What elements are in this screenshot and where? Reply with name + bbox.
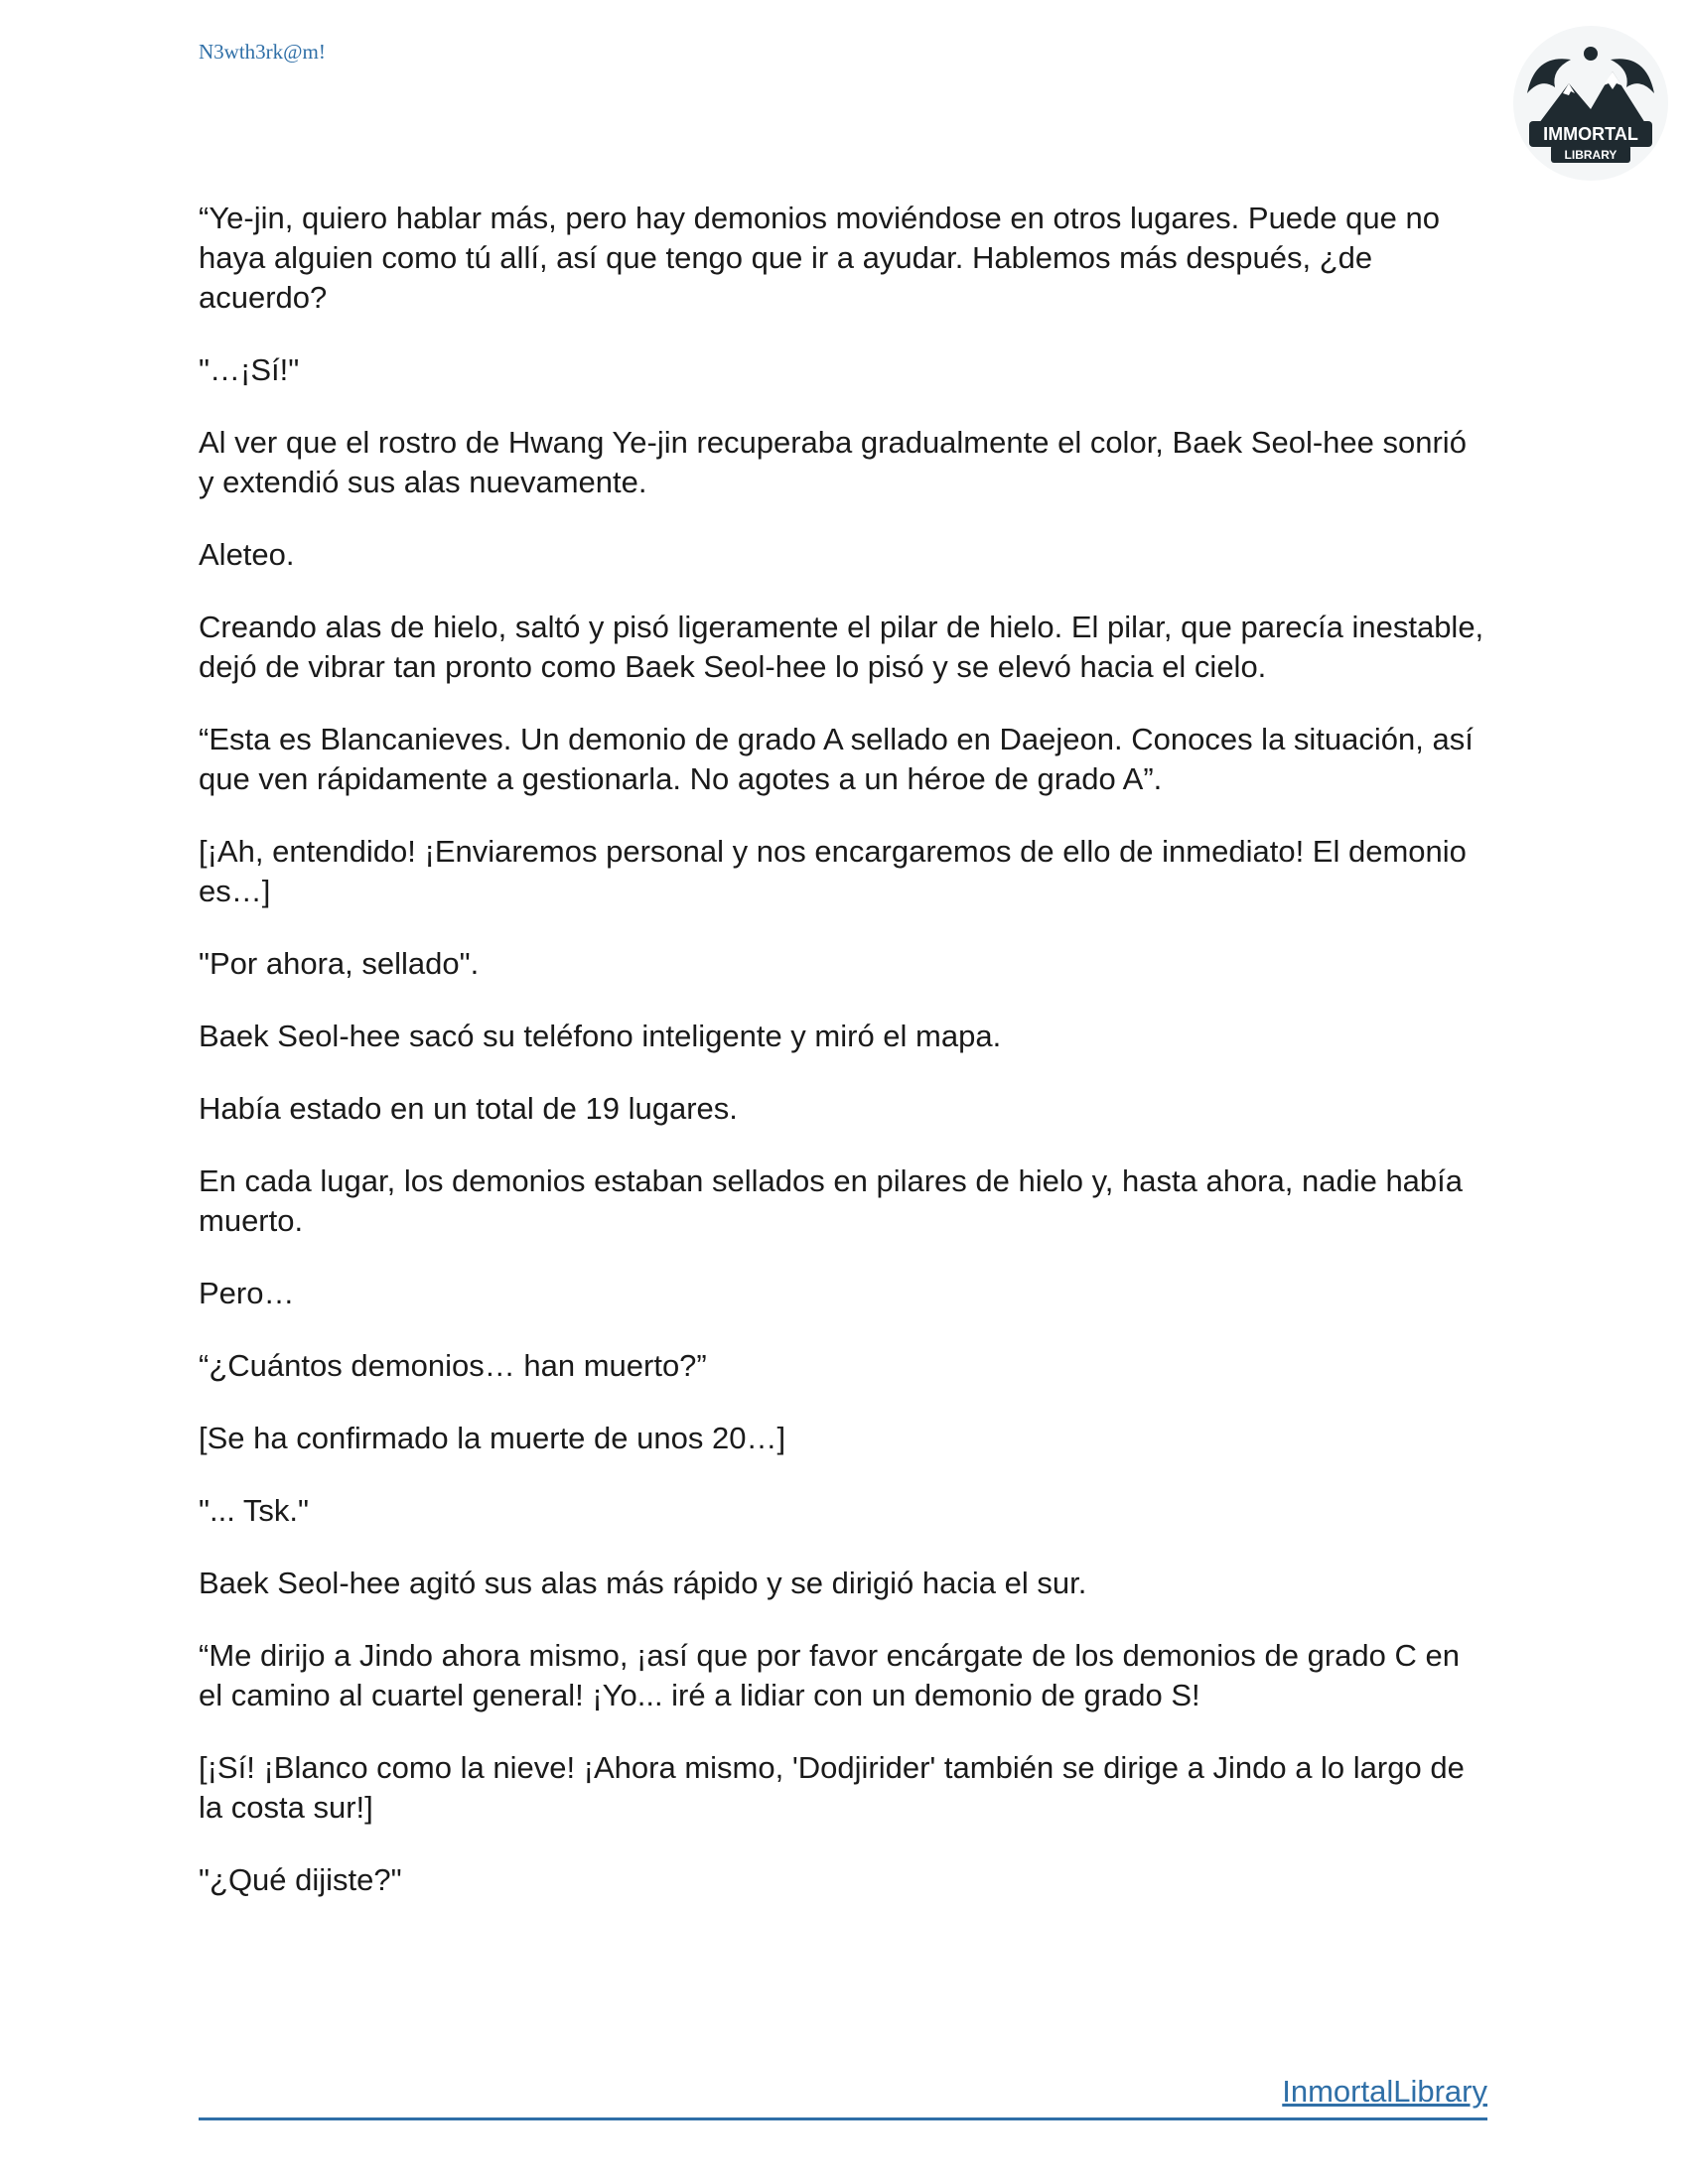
paragraph: Aleteo. bbox=[199, 537, 295, 572]
paragraph: [¡Ah, entendido! ¡Enviaremos personal y nos encargaremos de ello de inmediato! El demonio es…] bbox=[199, 834, 1467, 908]
logo-text-line2: LIBRARY bbox=[1564, 148, 1618, 162]
logo-text-line1: IMMORTAL bbox=[1543, 124, 1638, 144]
paragraph: Al ver que el rostro de Hwang Ye-jin recuperaba gradualmente el color, Baek Seol-hee sonrió y extendió sus alas nuevamente. bbox=[199, 425, 1467, 499]
footer-link[interactable]: InmortalLibrary bbox=[1282, 2074, 1487, 2109]
header-watermark: N3wth3rk@m! bbox=[199, 40, 326, 64]
paragraph: Pero… bbox=[199, 1276, 295, 1310]
paragraph: Había estado en un total de 19 lugares. bbox=[199, 1091, 738, 1126]
paragraph: "…¡Sí!" bbox=[199, 352, 300, 387]
paragraph: Baek Seol-hee agitó sus alas más rápido y se dirigió hacia el sur. bbox=[199, 1566, 1087, 1600]
paragraph: [¡Sí! ¡Blanco como la nieve! ¡Ahora mismo, 'Dodjirider' también se dirige a Jindo a lo largo de la costa sur!] bbox=[199, 1750, 1465, 1825]
paragraph: [Se ha confirmado la muerte de unos 20…] bbox=[199, 1421, 786, 1455]
paragraph: “Ye-jin, quiero hablar más, pero hay demonios moviéndose en otros lugares. Puede que no haya alguien como tú allí, así que tengo que ir a ayudar. Hablemos más después, ¿de acuerdo? bbox=[199, 201, 1440, 315]
paragraph: Creando alas de hielo, saltó y pisó ligeramente el pilar de hielo. El pilar, que parecía inestable, dejó de vibrar tan pronto como Baek Seol-hee lo pisó y se elevó hacia el cielo. bbox=[199, 610, 1484, 684]
paragraph: "¿Qué dijiste?" bbox=[199, 1862, 402, 1897]
paragraph: En cada lugar, los demonios estaban sellados en pilares de hielo y, hasta ahora, nadie había muerto. bbox=[199, 1163, 1464, 1238]
logo-emblem-icon bbox=[1511, 24, 1670, 183]
document-body bbox=[199, 199, 1489, 1933]
footer bbox=[199, 2068, 1487, 2120]
paragraph: “Esta es Blancanieves. Un demonio de grado A sellado en Daejeon. Conoces la situación, así que ven rápidamente a gestionarla. No agotes a un héroe de grado A”. bbox=[199, 722, 1474, 796]
immortal-library-logo bbox=[1511, 24, 1670, 183]
paragraph: "Por ahora, sellado". bbox=[199, 946, 480, 981]
paragraph: “¿Cuántos demonios… han muerto?” bbox=[199, 1348, 707, 1383]
paragraph: Baek Seol-hee sacó su teléfono inteligente y miró el mapa. bbox=[199, 1019, 1002, 1053]
paragraph: “Me dirijo a Jindo ahora mismo, ¡así que por favor encárgate de los demonios de grado C en el camino al cuartel general! ¡Yo... iré a lidiar con un demonio de grado S! bbox=[199, 1638, 1460, 1712]
paragraph: "... Tsk." bbox=[199, 1493, 310, 1528]
